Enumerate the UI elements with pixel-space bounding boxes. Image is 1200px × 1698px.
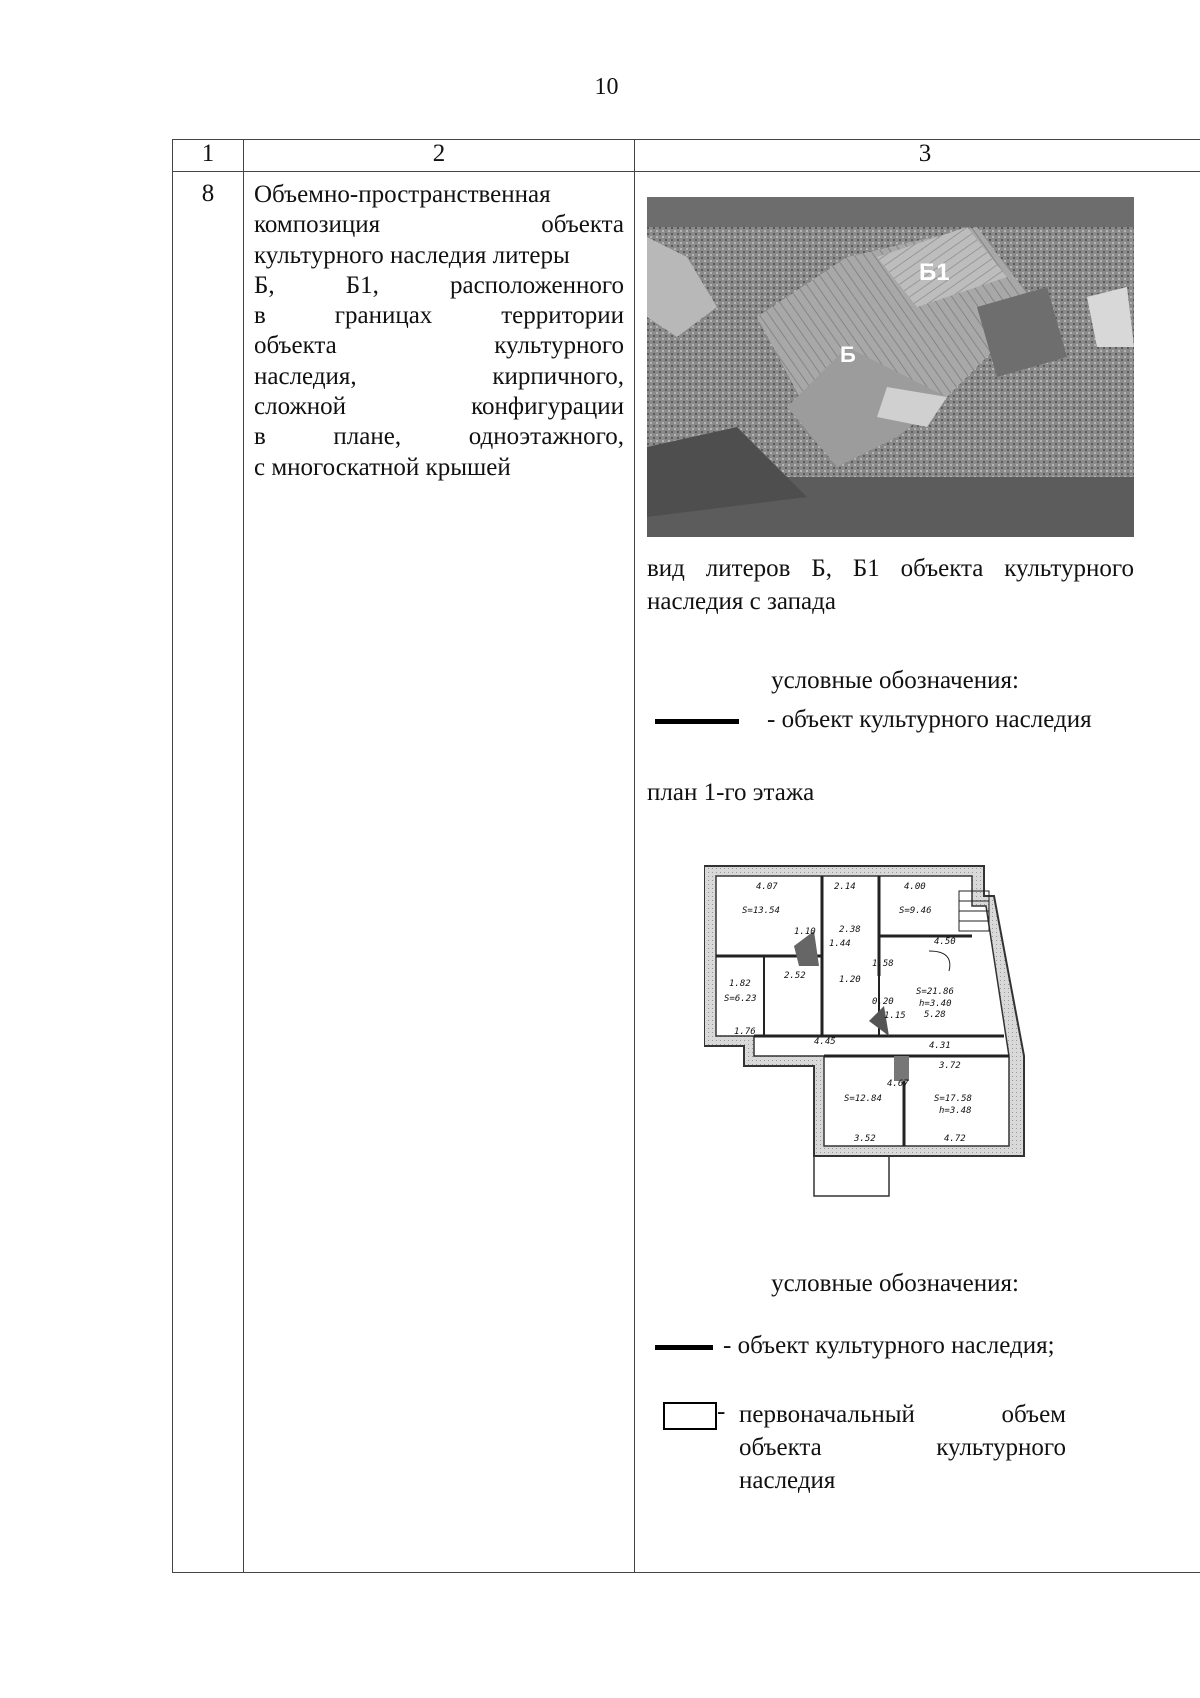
text-word: границах xyxy=(334,302,433,330)
text-word: плане, xyxy=(333,423,402,451)
photo-label-b: Б xyxy=(840,342,856,367)
text-word: Б1, xyxy=(345,271,379,299)
plan-dim: 1.10 xyxy=(794,927,816,937)
plan-dim: 4.45 xyxy=(814,1037,836,1047)
text-word: объем xyxy=(1001,1401,1066,1428)
text-word: первоначальный xyxy=(739,1401,915,1428)
text-word: культурного xyxy=(936,1434,1066,1461)
row-illustrations xyxy=(635,172,1200,1573)
plan-room-area: S=6.23 xyxy=(724,994,757,1004)
floor-plan-label: план 1-го этажа xyxy=(647,779,815,806)
text-word: в xyxy=(254,302,266,330)
text-word: наследия, xyxy=(254,362,357,390)
header-col-3: 3 xyxy=(635,140,1200,172)
table-row xyxy=(173,172,1200,1573)
heritage-line-symbol xyxy=(655,719,739,724)
legend-item xyxy=(655,1332,1055,1360)
plan-dim: 4.00 xyxy=(904,882,926,892)
text-word: объекта xyxy=(254,332,337,360)
original-volume-box-symbol xyxy=(663,1402,717,1430)
legend-item-label: - объект культурного наследия; xyxy=(723,1332,1055,1359)
legend-text-line: наследия xyxy=(739,1467,836,1494)
description-line xyxy=(254,271,624,301)
header-col-2: 2 xyxy=(244,140,635,172)
plan-dim: 2.52 xyxy=(784,971,806,981)
legend-dash: - xyxy=(717,1398,726,1425)
text-word: композиция xyxy=(254,211,381,239)
text-word: культурного xyxy=(494,332,624,360)
plan-dim: 4.31 xyxy=(929,1041,951,1051)
description-line: с многоскатной крышей xyxy=(254,453,511,481)
plan-dim: 2.14 xyxy=(834,882,856,892)
legend-text-line xyxy=(739,1398,1066,1431)
legend-text-line xyxy=(739,1431,1066,1464)
description-line xyxy=(254,392,624,422)
photo-label-b1: Б1 xyxy=(919,259,950,286)
plan-room-area: S=12.84 xyxy=(844,1094,882,1104)
legend-item-label xyxy=(739,1398,1066,1497)
table-header-row xyxy=(173,140,1200,172)
plan-dim: 1.76 xyxy=(734,1027,756,1037)
plan-room-area: S=13.54 xyxy=(742,906,780,916)
plan-room-area: S=17.58 xyxy=(934,1094,972,1104)
legend-item-label: - объект культурного наследия xyxy=(767,706,1092,733)
plan-room-area: S=21.86 xyxy=(916,987,954,997)
description-line xyxy=(254,331,624,361)
text-word: Б, xyxy=(254,271,275,299)
header-col-1: 1 xyxy=(173,140,244,172)
text-word: территории xyxy=(501,302,624,330)
heritage-line-symbol xyxy=(655,1345,713,1350)
plan-dim: 4.72 xyxy=(944,1134,966,1144)
plan-dim: 4.07 xyxy=(756,882,778,892)
aerial-photo xyxy=(647,197,1134,537)
text-word: сложной xyxy=(254,393,346,421)
legend-item xyxy=(655,706,1092,734)
page-number: 10 xyxy=(594,74,619,100)
plan-dim: 4.67 xyxy=(887,1079,909,1089)
plan-dim: 1.82 xyxy=(729,979,751,989)
plan-dim: 2.38 xyxy=(839,925,861,935)
text-word: объекта xyxy=(541,211,624,239)
description-line xyxy=(254,422,624,452)
text-word: кирпичного, xyxy=(492,362,624,390)
row-description xyxy=(244,172,635,1573)
description-line xyxy=(254,301,624,331)
floor-plan-drawing xyxy=(704,856,1076,1208)
description-line xyxy=(254,362,624,392)
plan-dim: 1.58 xyxy=(872,959,894,969)
text-word: в xyxy=(254,423,266,451)
heritage-table xyxy=(172,139,1200,1573)
photo-caption: вид литеров Б, Б1 объекта культурного наследия с запада xyxy=(647,555,1134,615)
plan-dim: 4.50 xyxy=(934,937,956,947)
text-word: конфигурации xyxy=(471,393,624,421)
description-line: культурного наследия литеры xyxy=(254,241,570,269)
plan-room-area: S=9.46 xyxy=(899,906,932,916)
plan-dim: 5.28 xyxy=(924,1010,946,1020)
description-line: Объемно-пространственная xyxy=(254,181,551,208)
plan-dim: 0.20 xyxy=(872,997,894,1007)
text-word: одноэтажного, xyxy=(468,423,624,451)
row-number: 8 xyxy=(173,172,244,1573)
plan-dim: 1.15 xyxy=(884,1011,906,1021)
legend-title: условные обозначения: xyxy=(771,1270,1019,1297)
plan-room-height: h=3.48 xyxy=(939,1106,972,1116)
text-word: расположенного xyxy=(449,271,624,299)
plan-dim: 1.44 xyxy=(829,939,851,949)
plan-room-height: h=3.40 xyxy=(919,999,952,1009)
plan-dim: 3.52 xyxy=(854,1134,876,1144)
description-line xyxy=(254,210,624,240)
text-word: объекта xyxy=(739,1434,822,1461)
plan-dim: 1.20 xyxy=(839,975,861,985)
legend-title: условные обозначения: xyxy=(771,667,1019,694)
plan-dim: 3.72 xyxy=(939,1061,961,1071)
